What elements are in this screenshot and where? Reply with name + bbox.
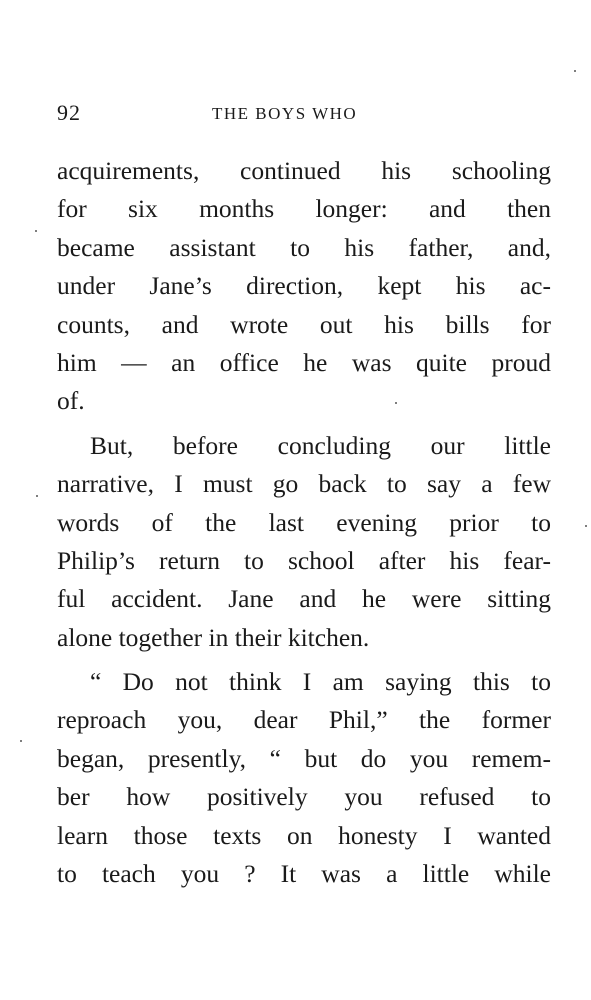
text-line: words of the last evening prior to (57, 507, 551, 537)
text-line: to teach you ? It was a little while (57, 859, 551, 889)
text-line: acquirements, continued his schooling (57, 156, 551, 185)
text-line: ful accident. Jane and he were sitting (57, 584, 551, 614)
paragraph (57, 663, 551, 893)
paper-speck (574, 70, 576, 72)
paper-speck (35, 230, 37, 232)
text-line: became assistant to his father, and, (57, 232, 551, 262)
text-line: “ Do not think I am saying this to (90, 667, 551, 697)
paper-speck (20, 740, 22, 742)
body-text (57, 152, 551, 893)
paper-speck (36, 495, 38, 497)
text-line: alone together in their kitchen. (57, 622, 370, 652)
paper-speck (585, 525, 587, 527)
text-line: reproach you, dear Phil,” the former (57, 705, 551, 735)
text-line: of. (57, 386, 85, 416)
running-head: THE BOYS WHO (212, 104, 358, 123)
text-line: narrative, I must go back to say a few (57, 469, 551, 499)
text-line: him — an office he was quite proud (57, 347, 551, 377)
page-header (57, 100, 551, 130)
text-line: under Jane’s direction, kept his ac- (57, 271, 551, 301)
text-line: began, presently, “ but do you remem- (57, 743, 551, 773)
text-line: for six months longer: and then (57, 194, 551, 224)
paper-speck (395, 402, 397, 404)
text-line: But, before concluding our little (90, 430, 551, 460)
text-line: counts, and wrote out his bills for (57, 309, 551, 339)
text-line: learn those texts on honesty I wanted (57, 820, 551, 850)
text-line: ber how positively you refused to (57, 782, 551, 812)
page-number: 92 (57, 100, 81, 125)
text-line: Philip’s return to school after his fear- (57, 545, 551, 575)
paragraph (57, 152, 551, 421)
paragraph (57, 427, 551, 657)
